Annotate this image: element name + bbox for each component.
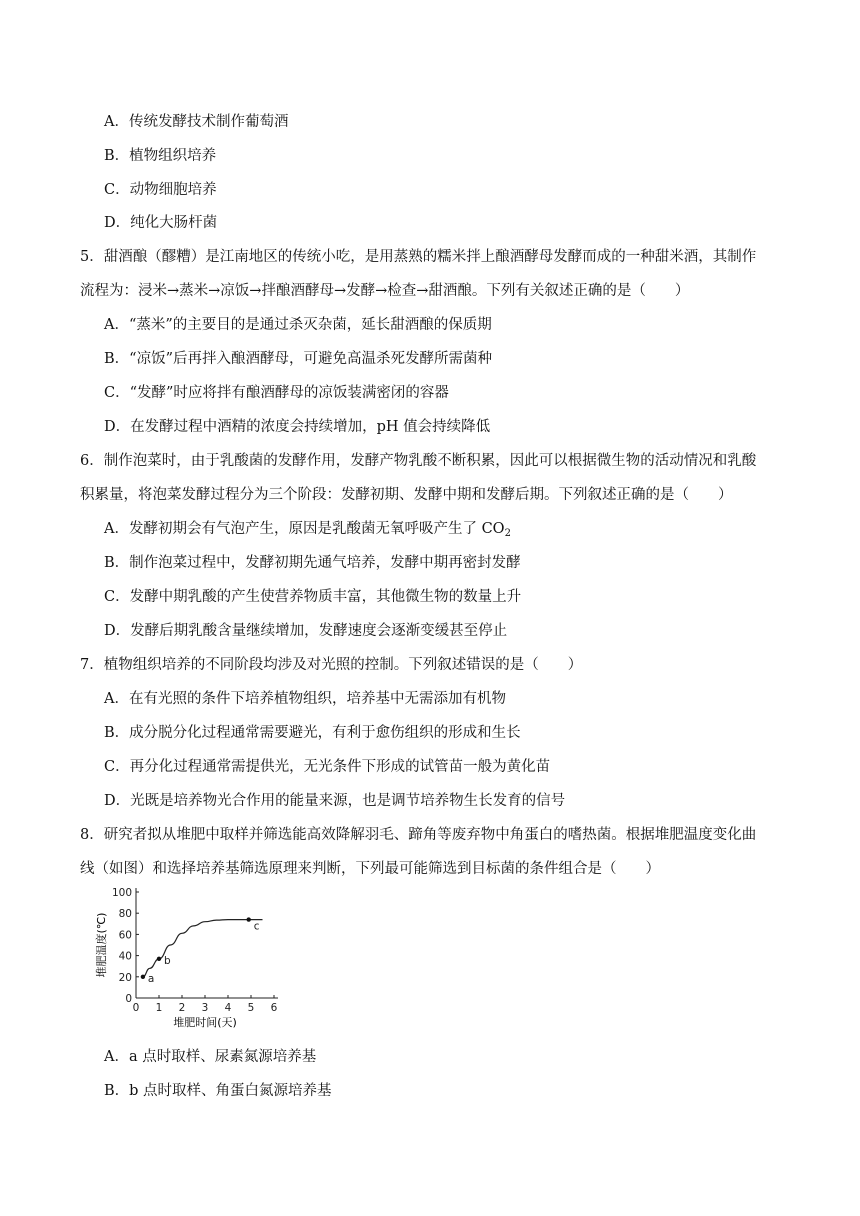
compost-temperature-chart [92, 884, 292, 1034]
x-tick-label: 0 [132, 1002, 140, 1014]
q7-option-c: C．再分化过程通常需提供光，无光条件下形成的试管苗一般为黄化苗 [104, 759, 551, 775]
x-tick-label: 5 [247, 1002, 255, 1014]
x-tick-label: 1 [155, 1002, 163, 1014]
x-tick-label: 4 [224, 1002, 232, 1014]
q4-option-a: A．传统发酵技术制作葡萄酒 [104, 114, 289, 130]
q7-stem: 7．植物组织培养的不同阶段均涉及对光照的控制。下列叙述错误的是（ ） [80, 657, 583, 673]
y-tick-label: 80 [118, 908, 132, 921]
q5-stem-line2: 流程为：浸米→蒸米→凉饭→拌酿酒酵母→发酵→检查→甜酒酿。下列有关叙述正确的是（ ） [80, 283, 690, 299]
q7-option-b: B．成分脱分化过程通常需要避光，有利于愈伤组织的形成和生长 [104, 725, 521, 741]
q4-option-c: C．动物细胞培养 [104, 182, 217, 198]
q5-option-d: D．在发酵过程中酒精的浓度会持续增加，pH 值会持续降低 [104, 419, 491, 435]
point-a-marker [141, 975, 145, 979]
x-tick-label: 3 [201, 1002, 209, 1014]
q6-option-a-text: A．发酵初期会有气泡产生，原因是乳酸菌无氧呼吸产生了 CO [104, 521, 505, 537]
chart-axes [136, 888, 278, 998]
point-b-label: b [164, 954, 171, 967]
chart-series [143, 920, 263, 977]
point-c-marker [247, 917, 251, 921]
q8-option-a: A．a 点时取样、尿素氮源培养基 [104, 1049, 317, 1065]
y-tick-label: 60 [118, 929, 132, 942]
y-tick-label: 40 [118, 950, 132, 963]
temperature-curve [143, 920, 263, 977]
q5-stem-line1: 5．甜酒酿（醪糟）是江南地区的传统小吃，是用蒸熟的糯米拌上酿酒酵母发酵而成的一种甜米酒，其制作 [80, 249, 757, 265]
q6-option-d: D．发酵后期乳酸含量继续增加，发酵速度会逐渐变缓甚至停止 [104, 623, 508, 639]
q8-stem-line2: 线（如图）和选择培养基筛选原理来判断，下列最可能筛选到目标菌的条件组合是（ ） [80, 861, 660, 877]
q6-stem-line2: 积累量，将泡菜发酵过程分为三个阶段：发酵初期、发酵中期和发酵后期。下列叙述正确的是（ ） [80, 487, 733, 503]
q8-option-b: B．b 点时取样、角蛋白氮源培养基 [104, 1083, 332, 1099]
point-a-label: a [147, 972, 155, 985]
q6-option-b: B．制作泡菜过程中，发酵初期先通气培养，发酵中期再密封发酵 [104, 555, 521, 571]
q6-option-a-subscript: 2 [504, 528, 511, 539]
q5-option-a: A．“蒸米”的主要目的是通过杀灭杂菌，延长甜酒酿的保质期 [104, 317, 492, 333]
q4-option-b: B．植物组织培养 [104, 148, 217, 164]
x-tick-label: 6 [270, 1002, 278, 1014]
y-tick-label: 100 [111, 887, 132, 899]
chart-x-axis-label: 堆肥时间(天) [173, 1016, 237, 1029]
q7-option-a: A．在有光照的条件下培养植物组织，培养基中无需添加有机物 [104, 691, 506, 707]
chart-points [141, 917, 260, 984]
q5-option-c: C．“发酵”时应将拌有酿酒酵母的凉饭装满密闭的容器 [104, 385, 449, 401]
point-c-label: c [253, 920, 260, 933]
q4-option-d: D．纯化大肠杆菌 [104, 215, 218, 231]
x-tick-label: 2 [178, 1002, 186, 1014]
y-tick-label: 0 [125, 993, 132, 1005]
q6-option-a [104, 519, 511, 539]
q8-stem-line1: 8．研究者拟从堆肥中取样并筛选能高效降解羽毛、蹄角等废弃物中角蛋白的嗜热菌。根据堆肥温度变化曲 [80, 827, 757, 843]
point-b-marker [157, 957, 161, 961]
chart-ticks [112, 887, 278, 1014]
q7-option-d: D．光既是培养物光合作用的能量来源，也是调节培养物生长发育的信号 [104, 793, 566, 809]
q6-stem-line1: 6．制作泡菜时，由于乳酸菌的发酵作用，发酵产物乳酸不断积累，因此可以根据微生物的活动情况和乳酸 [80, 453, 757, 469]
chart-y-axis-label: 堆肥温度(℃) [95, 912, 108, 978]
q6-option-c: C．发酵中期乳酸的产生使营养物质丰富，其他微生物的数量上升 [104, 589, 522, 605]
q5-option-b: B．“凉饭”后再拌入酿酒酵母，可避免高温杀死发酵所需菌种 [104, 351, 492, 367]
y-tick-label: 20 [118, 971, 132, 984]
